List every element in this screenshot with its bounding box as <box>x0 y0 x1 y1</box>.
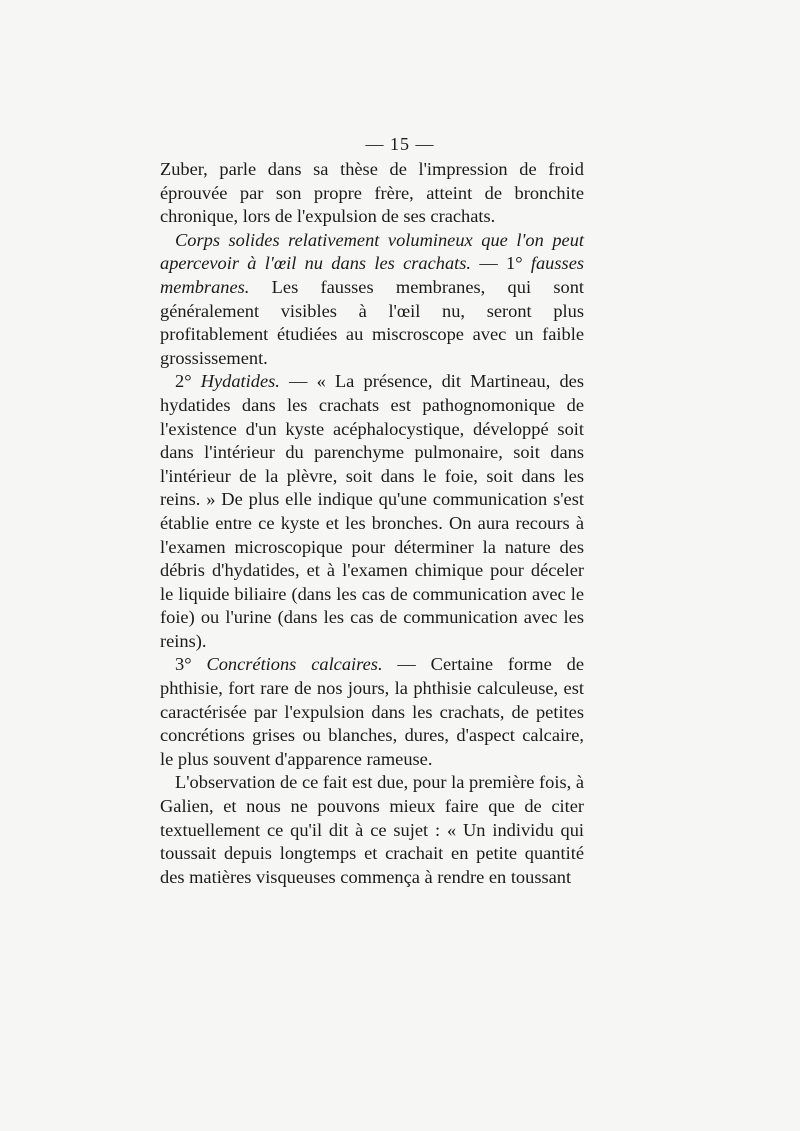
subheading-fausses-membranes: fausses membranes. <box>160 253 585 297</box>
section-heading-corps-solides: Corps solides relativement volumineux que l'on peut apercevoir à l'œil nu dans les crachats. <box>160 229 584 274</box>
heading-separator: — 1° <box>471 253 531 274</box>
paragraph-galien: L'observation de ce fait est due, pour la première fois, à Galien, et nous ne pouvons mieux faire que de citer textuellement ce qu'il dit à ce sujet : « Un individu qui toussait depuis longtemps et crachait en petite quantité des matières visqueuses commença à rendre en toussant <box>160 772 584 887</box>
paragraph-hydatides <box>160 370 584 653</box>
subheading-hydatides: Hydatides. <box>200 371 280 392</box>
page-number: — 15 — <box>365 134 435 154</box>
page-body <box>160 158 584 889</box>
item-number-2: 2° <box>175 371 201 392</box>
paragraph-concretions <box>160 653 584 771</box>
paragraph-corps-solides <box>160 229 584 371</box>
subheading-concretions-calcaires: Concrétions calcaires. <box>206 654 383 675</box>
paragraph-fausses-membranes-text: Les fausses membranes, qui sont généralement visibles à l'œil nu, seront plus profitablement étudiées au miscroscope avec un faible grossissement. <box>160 276 584 368</box>
paragraph-concretions-text: — Certaine forme de phthisie, fort rare de nos jours, la phthisie calculeuse, est caractérisée par l'expulsion dans les crachats, de petites concrétions grises ou blanches, dures, d'aspect calcaire, le plus souvent d'apparence rameuse. <box>160 654 584 769</box>
item-number-3: 3° <box>175 654 207 675</box>
paragraph-hydatides-text: — « La présence, dit Martineau, des hydatides dans les crachats est pathognomonique de l'existence d'un kyste acéphalocystique, développé soit dans l'intérieur du parenchyme pulmonaire, soit dans l'intérieur de la plèvre, soit dans le foie, soit dans les reins. » De plus elle indique qu'une communication s'est établie entre ce kyste et les bronches. On aura recours à l'examen microscopique pour déterminer la nature des débris d'hydatides, et à l'examen chimique pour déceler le liquide biliaire (dans les cas de communication avec le foie) ou l'urine (dans les cas de communication avec les reins). <box>160 371 585 651</box>
paragraph-zuber: Zuber, parle dans sa thèse de l'impression de froid éprouvée par son propre frère, atteint de bronchite chronique, lors de l'expulsion de ses crachats. <box>160 159 584 227</box>
